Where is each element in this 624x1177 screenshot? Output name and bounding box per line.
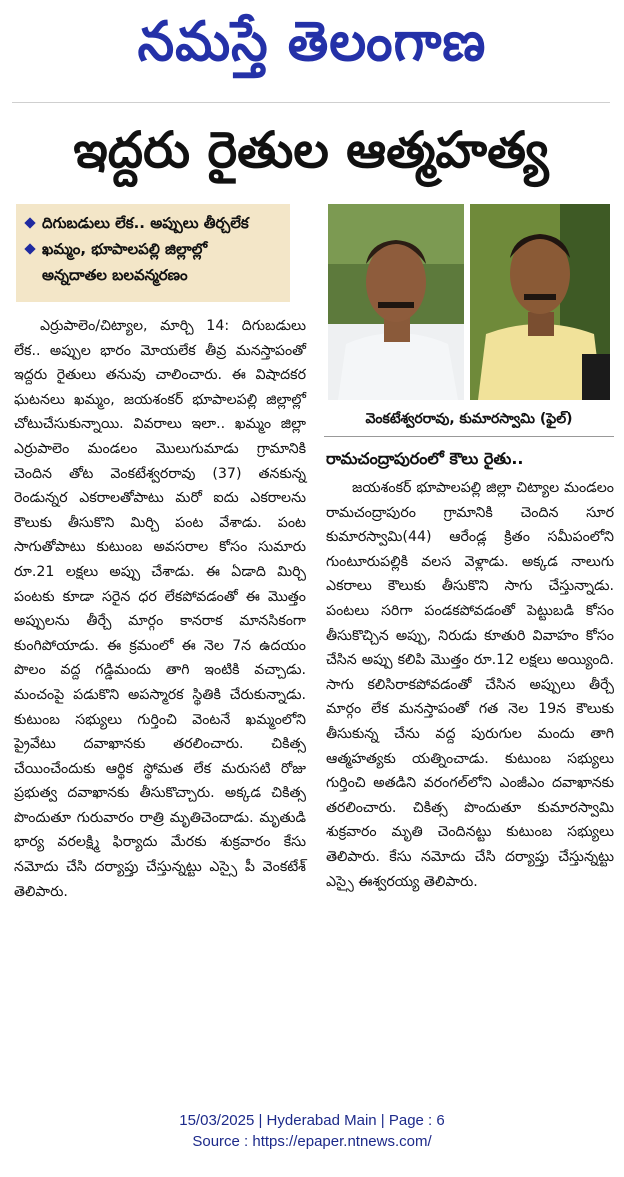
story-paragraph: జయశంకర్ భూపాలపల్లి జిల్లా చిట్యాల మండలం రామచంద్రాపురం గ్రామానికి చెందిన సూర కుమారస్వామి(44) ఆరేండ్ల క్రితం సమీపంలోని గుంటూరుపల్లికి వలస వెళ్లాడు. అక్కడ నాలుగు ఎకరాలు కౌలుకు తీసుకొని సాగు చేస్తున్నాడు. పంటలు సరిగా పండకపోవడంతో పెట్టుబడి కోసం తీసుకొచ్చిన అప్పు, నిరుడు కూతురి వివాహం కోసం చేసిన అప్పు కలిపి మొత్తం రూ.12 లక్షలు అయ్యింది. సాగు కలిసిరాకపోవడంతో చేసిన అప్పులు తీర్చే మార్గం లేక మనస్తాపంతో గత నెల 19న కౌలుకు తీసుకున్న చేను వద్ద పురుగుల మందు తాగి ఆత్మహత్యకు యత్నించాడు. కుటుంబ సభ్యులు గుర్తించి అతడిని వరంగల్‌లోని ఎంజీఎం దవాఖానకు తరలించారు. చికిత్స పొందుతూ కుమారస్వామి శుక్రవారం మృతి చెందినట్టు కుటుంబ సభ్యులు తెలిపారు. కేసు నమోదు చేసి దర్యాప్తు చేస్తున్నట్టు ఎస్సై ఈశ్వరయ్య తెలిపారు. (326, 480, 614, 890)
kicker-box (16, 204, 290, 302)
story-paragraph: ఎర్రుపాలెం/చిట్యాల, మార్చి 14: దిగుబడులు లేక.. అప్పుల భారం మోయలేక తీవ్ర మనస్తాపంతో ఇద్దరు రైతులు తనువు చాలించారు. ఈ విషాదకర ఘటనలు ఖమ్మం, జయశంకర్ భూపాలపల్లి జిల్లాల్లో చోటుచేసుకున్నాయి. వివరాలు ఇలా.. ఖమ్మం జిల్లా ఎర్రుపాలెం మండలం మొలుగుమాడు గ్రామానికి చెందిన తోట వెంకటేశ్వరరావు (37) తనకున్న రెండున్నర ఎకరాలతోపాటు మరో ఐదు ఎకరాలను కౌలుకు తీసుకొని మిర్చి పంట వేశాడు. పంట సాగుతోపాటు కుటుంబ అవసరాల కోసం సుమారు రూ.21 లక్షలు అప్పు చేశాడు. ఈ ఏడాది మిర్చి పంటకు కూడా సరైన ధర లేకపోవడంతో ఈ మొత్తం అప్పులను తీర్చే మార్గం కానరాక మానసికంగా కుంగిపోయాడు. ఈ క్రమంలో ఈ నెల 7న ఉదయం పొలం వద్ద గడ్డిమందు తాగి ఇంటికి వచ్చాడు. మంచంపై పడుకొని అపస్మారక స్థితికి చేరుకున్నాడు. కుటుంబ సభ్యులు గుర్తించి వెంటనే ఖమ్మంలోని ప్రైవేటు దవాఖానకు తరలించారు. చికిత్స చేయించేందుకు ఆర్థిక స్థోమత లేక మరుసటి రోజు ప్రభుత్వ దవాఖానకు తీసుకొచ్చారు. అక్కడ చికిత్స పొందుతూ గురువారం రాత్రి మృతిచెందాడు. మృతుడి భార్య వరలక్ష్మి ఫిర్యాదు మేరకు శుక్రవారం కేసు నమోదు చేసి దర్యాప్తు చేస్తున్నట్టు ఎస్సై పీ వెంకటేశ్ తెలిపారు. (14, 318, 306, 900)
footer-source-link[interactable]: Source : https://epaper.ntnews.com/ (192, 1133, 432, 1150)
kicker-item (24, 236, 282, 262)
section-subhead: రామచంద్రాపురంలో కౌలు రైతు.. (326, 449, 524, 468)
kicker-line: ఖమ్మం, భూపాలపల్లి జిల్లాల్లో (42, 240, 208, 258)
masthead-title: నమస్తే తెలంగాణ (137, 10, 487, 74)
kicker-line: దిగుబడులు లేక.. అప్పులు తీర్చలేక (42, 214, 249, 232)
kicker-line: అన్నదాతల బలవన్మరణం (42, 266, 188, 284)
footer-date-edition: 15/03/2025 | Hyderabad Main | Page : 6 (179, 1112, 445, 1129)
article-column-1 (14, 314, 306, 904)
kicker-item (24, 262, 282, 288)
kicker-item (24, 210, 282, 236)
article-column-2 (326, 476, 614, 894)
photo-caption: వెంకటేశ్వరరావు, కుమారస్వామి (ఫైల్) (324, 402, 614, 437)
headline-block (12, 102, 610, 199)
article-headline: ఇద్దరు రైతుల ఆత్మహత్య (73, 121, 549, 179)
farmer-photo-venkateswararao (328, 204, 464, 400)
diamond-bullet-icon (24, 243, 35, 254)
diamond-bullet-icon (24, 217, 35, 228)
newspaper-masthead (0, 6, 624, 78)
page-footer (0, 1110, 624, 1152)
farmer-photo-kumaraswamy (470, 204, 610, 400)
